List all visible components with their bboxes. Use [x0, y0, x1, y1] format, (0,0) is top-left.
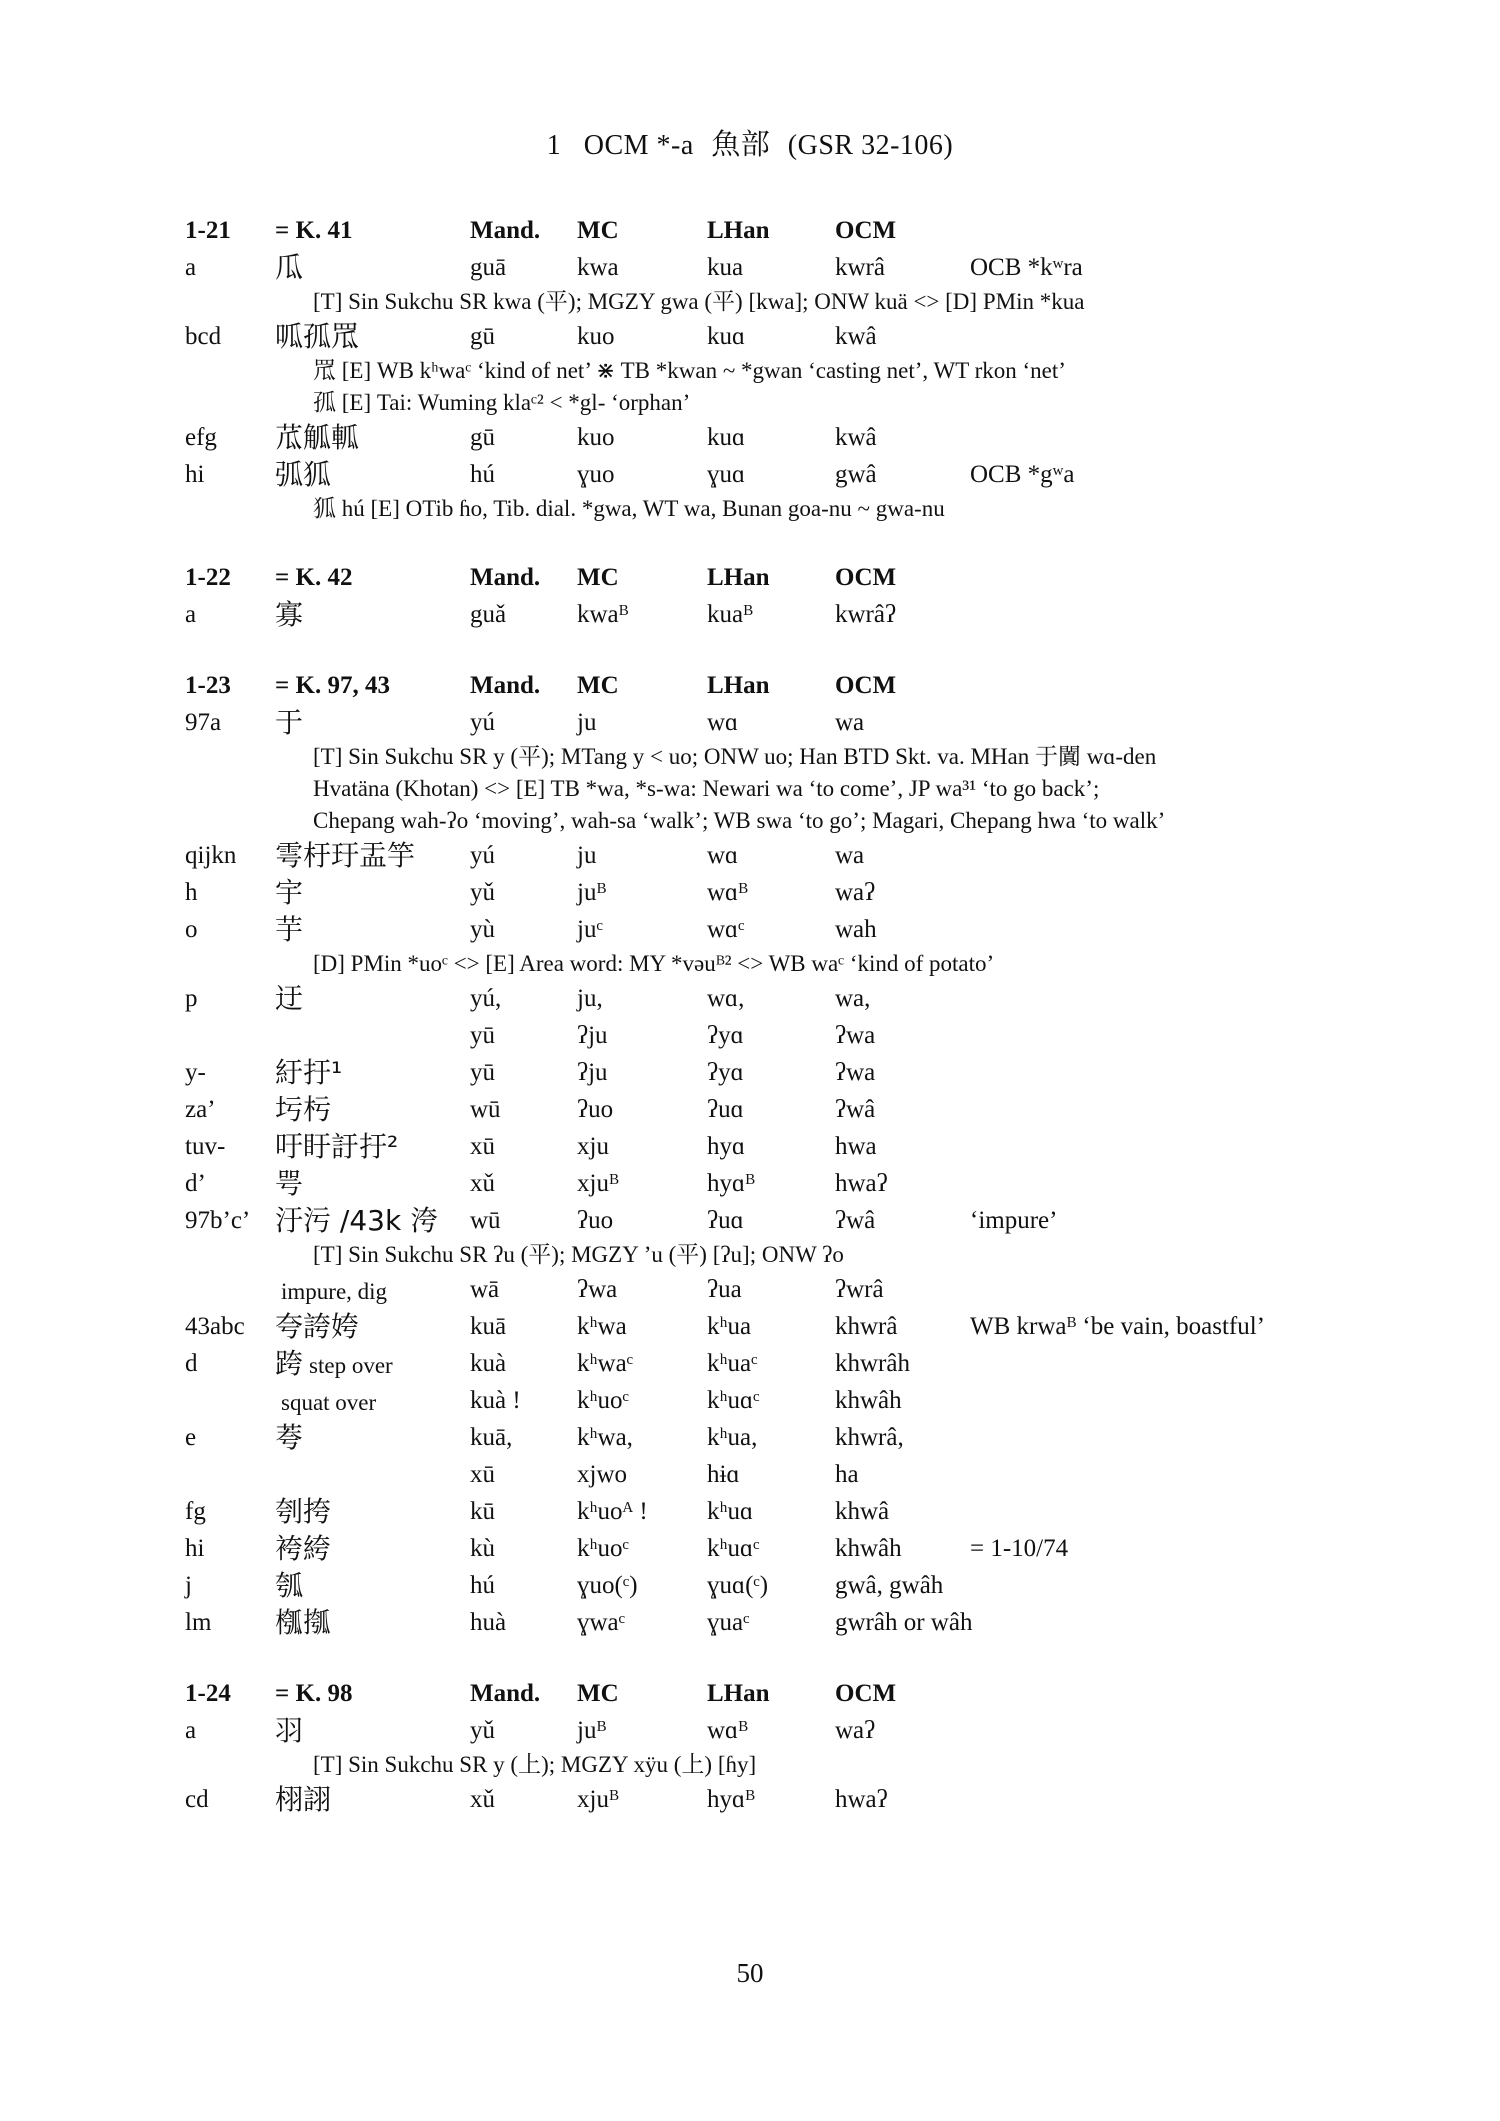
old-chinese-reading: khwrâh — [835, 1350, 910, 1377]
later-han-reading: kʰuɑᶜ — [707, 1535, 760, 1562]
middle-chinese-reading: xjuᴮ — [577, 1170, 619, 1197]
entry-row — [185, 419, 1325, 456]
middle-chinese-reading: ʔuo — [577, 1096, 614, 1123]
title-label: OCM *-a — [583, 130, 694, 161]
mandarin-reading: hú — [470, 1572, 495, 1599]
later-han-reading: wɑ — [707, 709, 739, 736]
old-chinese-reading: gwâ, gwâh — [835, 1572, 944, 1599]
section-header — [185, 667, 1325, 704]
middle-chinese-reading: ɣuo(ᶜ) — [577, 1572, 638, 1599]
ocm-col-header: OCM — [835, 564, 897, 591]
later-han-reading: kʰuɑᶜ — [707, 1387, 760, 1414]
entry-row — [185, 1091, 1325, 1128]
section-header — [185, 1675, 1325, 1712]
entry-row — [185, 318, 1325, 355]
title-cjk: 魚部 — [711, 127, 771, 161]
entry-gloss: squat over — [281, 1390, 377, 1415]
later-han-reading: kuɑ — [707, 424, 746, 451]
entry-char-text: 弧狐 — [275, 458, 332, 491]
entry-characters — [275, 1165, 303, 1202]
later-han-reading: ʔua — [707, 1276, 742, 1303]
middle-chinese-reading: ʔuo — [577, 1207, 614, 1234]
middle-chinese-reading: kʰwaᶜ — [577, 1350, 634, 1377]
middle-chinese-reading: xjuᴮ — [577, 1786, 619, 1813]
mandarin-reading: yǔ — [470, 879, 495, 906]
entry-char-text: 汙污 /43k 洿 — [275, 1204, 439, 1237]
entry-char-text: 夸誇姱 — [275, 1310, 360, 1343]
entry-key: a — [185, 1717, 197, 1744]
entry-row — [185, 249, 1325, 286]
mandarin-reading: xū — [470, 1133, 495, 1160]
entry-row — [185, 1419, 1325, 1456]
middle-chinese-reading: ju, — [577, 985, 603, 1012]
later-han-reading: hyɑᴮ — [707, 1170, 755, 1197]
later-han-reading: hɨɑ — [707, 1461, 740, 1488]
middle-chinese-reading: ʔju — [577, 1059, 608, 1086]
entry-key: efg — [185, 424, 217, 451]
section-id: 1-24 — [185, 1680, 231, 1707]
lhan-col-header: LHan — [707, 564, 770, 591]
k-reference: = K. 42 — [275, 564, 353, 591]
entry-char-text: 羽 — [275, 1714, 304, 1747]
entry-char-text: 袴絝 — [275, 1532, 332, 1565]
entry-section — [185, 667, 1325, 1641]
entry-characters — [275, 1567, 303, 1604]
entry-characters — [275, 318, 359, 355]
mandarin-reading: xǔ — [470, 1170, 495, 1197]
lhan-col-header: LHan — [707, 1680, 770, 1707]
middle-chinese-reading: juᴮ — [577, 1717, 607, 1744]
old-chinese-reading: waʔ — [835, 879, 876, 906]
middle-chinese-reading: kwa — [577, 254, 619, 281]
entry-char-text: 寡 — [275, 598, 304, 631]
later-han-reading: kʰuaᶜ — [707, 1350, 758, 1377]
note-line: 孤 [E] Tai: Wuming klaᶜ² < *gl- ‘orphan’ — [313, 390, 691, 415]
entry-section — [185, 212, 1325, 525]
middle-chinese-reading: kʰuoᴬ ! — [577, 1498, 648, 1525]
lhan-col-header: LHan — [707, 217, 770, 244]
entry-row — [185, 456, 1325, 493]
entry-key: a — [185, 601, 197, 628]
lhan-col-header: LHan — [707, 672, 770, 699]
entry-extra: WB krwaᴮ ‘be vain, boastful’ — [970, 1313, 1265, 1340]
entry-key: d — [185, 1350, 198, 1377]
k-reference: = K. 98 — [275, 1680, 353, 1707]
mandarin-reading: kuā — [470, 1313, 507, 1340]
later-han-reading: kʰua — [707, 1313, 752, 1340]
entry-characters — [275, 1530, 331, 1567]
entry-key: qijkn — [185, 842, 237, 869]
entry-char-text: 于 — [275, 706, 304, 739]
old-chinese-reading: gwâ — [835, 461, 877, 488]
old-chinese-reading: ha — [835, 1461, 859, 1488]
middle-chinese-reading: kʰwa — [577, 1313, 627, 1340]
entry-gloss: impure, dig — [281, 1279, 388, 1304]
entry-char-text: 跨 — [275, 1347, 304, 1380]
entry-row — [185, 1712, 1325, 1749]
mandarin-reading: kù — [470, 1535, 495, 1562]
later-han-reading: ɣuaᶜ — [707, 1609, 750, 1636]
note-line: [D] PMin *uoᶜ <> [E] Area word: MY *vəuᴮ² <> WB waᶜ ‘kind of potato’ — [313, 951, 995, 976]
entry-row — [185, 1382, 1325, 1419]
section-id: 1-22 — [185, 564, 231, 591]
later-han-reading: kuaᴮ — [707, 601, 753, 628]
old-chinese-reading: ʔwâ — [835, 1096, 876, 1123]
mandarin-reading: xǔ — [470, 1786, 495, 1813]
entry-characters — [275, 704, 303, 741]
entry-row — [185, 1165, 1325, 1202]
later-han-reading: ʔuɑ — [707, 1207, 744, 1234]
mc-col-header: MC — [577, 1680, 619, 1707]
mandarin-reading: huà — [470, 1609, 507, 1636]
old-chinese-reading: hwa — [835, 1133, 877, 1160]
entry-row — [185, 596, 1325, 633]
old-chinese-reading: gwrâh or wâh — [835, 1609, 973, 1636]
section-id: 1-23 — [185, 672, 231, 699]
entry-key: d’ — [185, 1170, 206, 1197]
mandarin-reading: xū — [470, 1461, 495, 1488]
entry-characters — [275, 1091, 331, 1128]
entry-row — [185, 1493, 1325, 1530]
entry-characters — [275, 249, 303, 286]
entry-characters — [275, 1128, 398, 1165]
mand-col-header: Mand. — [470, 1680, 541, 1707]
middle-chinese-reading: ju — [577, 842, 597, 869]
mandarin-reading: yú — [470, 709, 495, 736]
entry-section — [185, 1675, 1325, 1818]
mand-col-header: Mand. — [470, 217, 541, 244]
middle-chinese-reading: ju — [577, 709, 597, 736]
entry-row — [185, 1345, 1325, 1382]
later-han-reading: ʔyɑ — [707, 1059, 744, 1086]
mand-col-header: Mand. — [470, 672, 541, 699]
entry-key: bcd — [185, 323, 222, 350]
middle-chinese-reading: xjwo — [577, 1461, 627, 1488]
entry-characters — [275, 911, 303, 948]
middle-chinese-reading: kwaᴮ — [577, 601, 629, 628]
old-chinese-reading: wa — [835, 842, 865, 869]
mandarin-reading: kuā, — [470, 1424, 513, 1451]
entry-section — [185, 559, 1325, 633]
entry-row — [185, 1271, 1325, 1308]
mc-col-header: MC — [577, 564, 619, 591]
entry-char-text: 圬杇 — [275, 1093, 332, 1126]
note-line: [T] Sin Sukchu SR ʔu (平); MGZY ’u (平) [ʔu]; ONW ʔo — [313, 1242, 844, 1267]
mandarin-reading: yú — [470, 842, 495, 869]
note-line: 狐 hú [E] OTib ɦo, Tib. dial. *gwa, WT wa, Bunan goa-nu ~ gwa-nu — [313, 496, 945, 521]
mandarin-reading: kuà ! — [470, 1387, 521, 1414]
later-han-reading: hyɑᴮ — [707, 1786, 755, 1813]
mandarin-reading: yǔ — [470, 1717, 495, 1744]
entry-char-text: 栩詡 — [275, 1783, 332, 1816]
ocm-col-header: OCM — [835, 217, 897, 244]
later-han-reading: wɑᴮ — [707, 879, 748, 906]
later-han-reading: kua — [707, 254, 744, 281]
entry-row — [185, 837, 1325, 874]
later-han-reading: wɑ — [707, 842, 739, 869]
entry-key: a — [185, 254, 197, 281]
entry-char-text: 瓠 — [275, 1569, 304, 1602]
entry-row — [185, 1604, 1325, 1641]
old-chinese-reading: khwrâ — [835, 1313, 898, 1340]
entry-characters — [275, 874, 303, 911]
entry-key: o — [185, 916, 198, 943]
entry-characters — [275, 1781, 331, 1818]
k-reference: = K. 41 — [275, 217, 353, 244]
entry-key: y- — [185, 1059, 206, 1086]
later-han-reading: ʔyɑ — [707, 1022, 744, 1049]
entry-row — [185, 980, 1325, 1017]
entry-char-text: 刳挎 — [275, 1495, 332, 1528]
mandarin-reading: yù — [470, 916, 495, 943]
mandarin-reading: guā — [470, 254, 507, 281]
entry-characters — [275, 596, 303, 633]
entry-key: fg — [185, 1498, 206, 1525]
mandarin-reading: wū — [470, 1207, 501, 1234]
entry-key: hi — [185, 1535, 205, 1562]
old-chinese-reading: kwrâʔ — [835, 601, 897, 628]
k-reference: = K. 97, 43 — [275, 672, 390, 699]
entry-key: h — [185, 879, 198, 906]
entry-characters — [275, 1202, 438, 1239]
entry-characters — [275, 419, 359, 456]
middle-chinese-reading: ʔju — [577, 1022, 608, 1049]
entry-char-text: 迂 — [275, 982, 304, 1015]
old-chinese-reading: ʔwa — [835, 1059, 876, 1086]
later-han-reading: kʰua, — [707, 1424, 758, 1451]
entry-char-text: 瓜 — [275, 251, 304, 284]
entry-key: cd — [185, 1786, 209, 1813]
section-id: 1-21 — [185, 217, 231, 244]
entry-characters — [275, 1271, 387, 1310]
entry-char-text: 呱孤罛 — [275, 320, 360, 353]
entry-extra: = 1-10/74 — [970, 1535, 1069, 1562]
mandarin-reading: kuà — [470, 1350, 507, 1377]
entry-row — [185, 1308, 1325, 1345]
entry-key: 97a — [185, 709, 222, 736]
entry-key: e — [185, 1424, 197, 1451]
entry-characters — [275, 1054, 342, 1091]
middle-chinese-reading: kʰuoᶜ — [577, 1387, 629, 1414]
entry-row — [185, 1567, 1325, 1604]
mc-col-header: MC — [577, 672, 619, 699]
mandarin-reading: gū — [470, 323, 495, 350]
entry-char-text: 吁盱訏扜² — [275, 1130, 399, 1163]
entry-key: p — [185, 985, 198, 1012]
note-line: Hvatäna (Khotan) <> [E] TB *wa, *s-wa: Newari wa ‘to come’, JP wa³¹ ‘to go back’; — [313, 776, 1100, 801]
mand-col-header: Mand. — [470, 564, 541, 591]
note-line: [T] Sin Sukchu SR kwa (平); MGZY gwa (平) [kwa]; ONW kuä <> [D] PMin *kua — [313, 289, 1085, 314]
later-han-reading: ɣuɑ(ᶜ) — [707, 1572, 769, 1599]
note-line: 罛 [E] WB kʰwaᶜ ‘kind of net’ ⋇ TB *kwan ~ *gwan ‘casting net’, WT rkon ‘net’ — [313, 358, 1066, 383]
later-han-reading: wɑᴮ — [707, 1717, 748, 1744]
old-chinese-reading: ʔwrâ — [835, 1276, 884, 1303]
later-han-reading: wɑ, — [707, 985, 745, 1012]
entry-char-text: 宇 — [275, 876, 304, 909]
entry-characters — [275, 1712, 303, 1749]
entry-characters — [275, 1308, 359, 1345]
entry-key: j — [185, 1572, 192, 1599]
entry-row — [185, 1456, 1325, 1493]
later-han-reading: wɑᶜ — [707, 916, 745, 943]
entry-row — [185, 1530, 1325, 1567]
entry-characters — [275, 837, 415, 874]
entry-row — [185, 874, 1325, 911]
mandarin-reading: hú — [470, 461, 495, 488]
ocm-col-header: OCM — [835, 672, 897, 699]
entry-char-text: 苽觚軱 — [275, 421, 360, 454]
entry-key: za’ — [185, 1096, 216, 1123]
middle-chinese-reading: kʰwa, — [577, 1424, 633, 1451]
mandarin-reading: yū — [470, 1022, 495, 1049]
mandarin-reading: wā — [470, 1276, 500, 1303]
old-chinese-reading: khwâh — [835, 1387, 902, 1414]
entry-char-text: 芋 — [275, 913, 304, 946]
old-chinese-reading: kwâ — [835, 424, 877, 451]
mandarin-reading: yú, — [470, 985, 502, 1012]
middle-chinese-reading: ɣuo — [577, 461, 615, 488]
old-chinese-reading: ʔwa — [835, 1022, 876, 1049]
entry-extra: ‘impure’ — [970, 1207, 1058, 1234]
entry-characters — [275, 1382, 376, 1421]
old-chinese-reading: hwaʔ — [835, 1786, 888, 1813]
mc-col-header: MC — [577, 217, 619, 244]
entry-row — [185, 911, 1325, 948]
old-chinese-reading: wah — [835, 916, 877, 943]
mandarin-reading: gū — [470, 424, 495, 451]
entry-characters — [275, 1345, 393, 1384]
entry-key: tuv- — [185, 1133, 226, 1160]
entry-char-text: 咢 — [275, 1167, 304, 1200]
entry-row — [185, 1128, 1325, 1165]
entry-key: 97b’c’ — [185, 1207, 251, 1234]
old-chinese-reading: wa — [835, 709, 865, 736]
entry-row — [185, 1017, 1325, 1054]
ocm-col-header: OCM — [835, 1680, 897, 1707]
middle-chinese-reading: ʔwa — [577, 1276, 618, 1303]
old-chinese-reading: kwâ — [835, 323, 877, 350]
middle-chinese-reading: kuo — [577, 424, 615, 451]
entry-row — [185, 1054, 1325, 1091]
entry-row — [185, 704, 1325, 741]
section-header — [185, 559, 1325, 596]
entry-extra: OCB *kʷra — [970, 254, 1083, 281]
note-line: Chepang wah-ʔo ‘moving’, wah-sa ‘walk’; WB swa ‘to go’; Magari, Chepang hwa ‘to walk’ — [313, 808, 1166, 833]
entry-char-text: 紆扜¹ — [275, 1056, 343, 1089]
later-han-reading: ɣuɑ — [707, 461, 746, 488]
dictionary-content — [185, 212, 1325, 1852]
middle-chinese-reading: kuo — [577, 323, 615, 350]
mandarin-reading: wū — [470, 1096, 501, 1123]
entry-characters — [275, 456, 331, 493]
entry-characters — [275, 1493, 331, 1530]
mandarin-reading: yū — [470, 1059, 495, 1086]
section-header — [185, 212, 1325, 249]
middle-chinese-reading: xju — [577, 1133, 609, 1160]
later-han-reading: hyɑ — [707, 1133, 746, 1160]
note-line: [T] Sin Sukchu SR y (平); MTang y < uo; ONW uo; Han BTD Skt. va. MHan 于闐 wɑ-den — [313, 744, 1157, 769]
later-han-reading: ʔuɑ — [707, 1096, 744, 1123]
old-chinese-reading: khwrâ, — [835, 1424, 904, 1451]
middle-chinese-reading: ɣwaᶜ — [577, 1609, 626, 1636]
mandarin-reading: guǎ — [470, 601, 507, 628]
old-chinese-reading: khwâh — [835, 1535, 902, 1562]
entry-key: 43abc — [185, 1313, 245, 1340]
page-number: 50 — [736, 1958, 764, 1988]
entry-row — [185, 1781, 1325, 1818]
old-chinese-reading: waʔ — [835, 1717, 876, 1744]
old-chinese-reading: kwrâ — [835, 254, 885, 281]
later-han-reading: kuɑ — [707, 323, 746, 350]
middle-chinese-reading: kʰuoᶜ — [577, 1535, 629, 1562]
page-title — [0, 122, 1500, 163]
entry-row — [185, 1202, 1325, 1239]
title-number: 1 — [546, 130, 562, 161]
entry-characters — [275, 1419, 303, 1456]
old-chinese-reading: hwaʔ — [835, 1170, 888, 1197]
old-chinese-reading: ʔwâ — [835, 1207, 876, 1234]
mandarin-reading: kū — [470, 1498, 495, 1525]
entry-extra: OCB *gʷa — [970, 461, 1075, 488]
entry-characters — [275, 980, 303, 1017]
old-chinese-reading: wa, — [835, 985, 871, 1012]
entry-char-text: 槬摦 — [275, 1606, 332, 1639]
entry-char-text: 荂 — [275, 1421, 304, 1454]
entry-key: lm — [185, 1609, 212, 1636]
entry-characters — [275, 1604, 331, 1641]
entry-key: hi — [185, 461, 205, 488]
title-range: (GSR 32-106) — [787, 130, 954, 161]
entry-char-text: 雩杅玗盂竽 — [275, 839, 416, 872]
later-han-reading: kʰuɑ — [707, 1498, 754, 1525]
middle-chinese-reading: juᴮ — [577, 879, 607, 906]
note-line: [T] Sin Sukchu SR y (上); MGZY xÿu (上) [ɦy] — [313, 1752, 757, 1777]
entry-gloss: step over — [309, 1353, 393, 1378]
middle-chinese-reading: juᶜ — [577, 916, 603, 943]
old-chinese-reading: khwâ — [835, 1498, 890, 1525]
